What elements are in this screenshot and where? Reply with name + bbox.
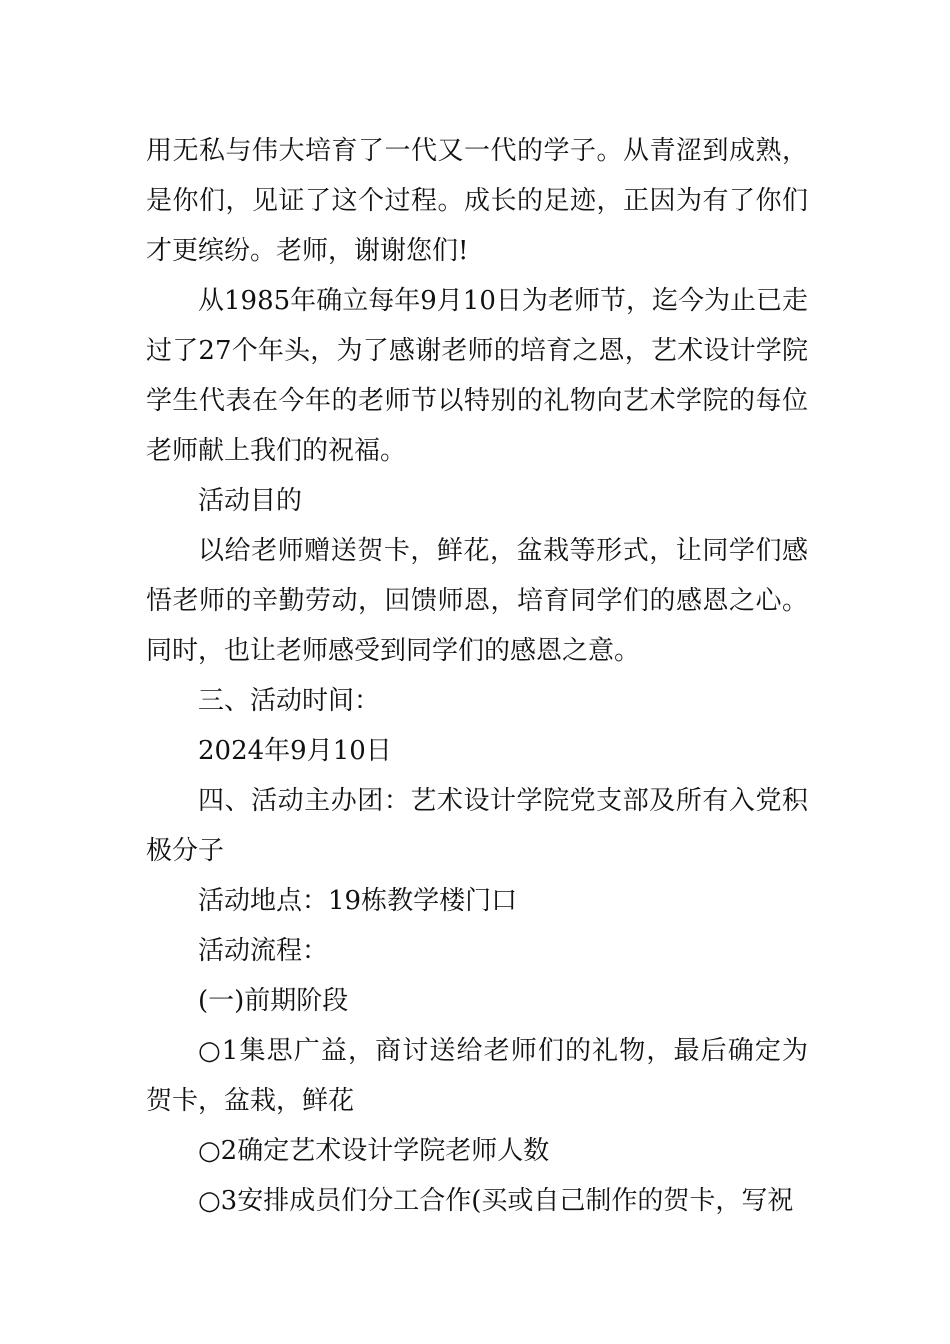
- heading-activity-time: 三、活动时间：: [198, 686, 381, 716]
- activity-location: 活动地点：19栋教学楼门口: [198, 886, 518, 916]
- paragraph-background: 从1985年确立每年9月10日为老师节，迄今为止已走过了27个年头，为了感谢老师的培育之恩，艺术设计学院学生代表在今年的老师节以特别的礼物向艺术学院的每位老师献上我们的祝福。: [146, 286, 808, 466]
- heading-preparation-stage: (一)前期阶段: [198, 986, 349, 1016]
- list-item-step-1: ○1集思广益，商讨送给老师们的礼物，最后确定为贺卡，盆栽，鲜花: [146, 1036, 808, 1116]
- heading-activity-process: 活动流程：: [198, 936, 329, 966]
- heading-activity-purpose: 活动目的: [198, 486, 303, 516]
- heading-organizer: 四、活动主办团：艺术设计学院党支部及所有入党积极分子: [146, 786, 808, 866]
- paragraph-purpose: 以给老师赠送贺卡，鲜花，盆栽等形式，让同学们感悟老师的辛勤劳动，回馈师恩，培育同学们的感恩之心。同时，也让老师感受到同学们的感恩之意。: [146, 536, 808, 666]
- paragraph-intro-continued: 用无私与伟大培育了一代又一代的学子。从青涩到成熟，是你们，见证了这个过程。成长的足迹，正因为有了你们才更缤纷。老师，谢谢您们!: [146, 136, 808, 266]
- list-item-step-2: ○2确定艺术设计学院老师人数: [198, 1136, 550, 1166]
- list-item-step-3: ○3安排成员们分工合作(买或自己制作的贺卡，写祝: [198, 1186, 794, 1216]
- activity-date: 2024年9月10日: [198, 736, 392, 766]
- document-body: [146, 126, 808, 1226]
